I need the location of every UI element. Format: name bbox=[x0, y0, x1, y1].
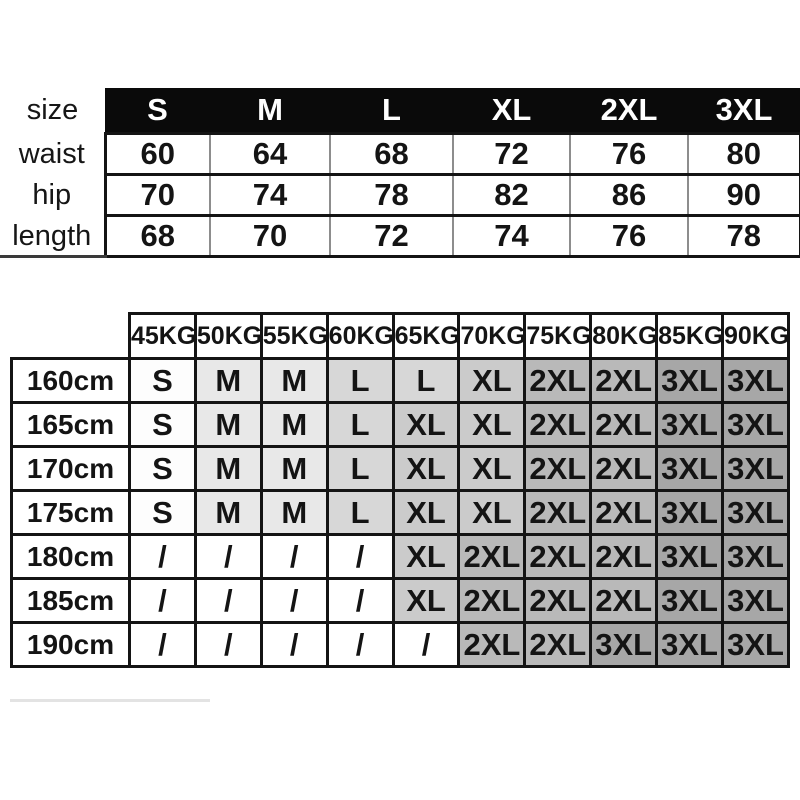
measurement-cell-length-XL: 74 bbox=[453, 216, 570, 257]
fit-cell-165cm-90KG: 3XL bbox=[723, 403, 789, 447]
fit-cell-190cm-85KG: 3XL bbox=[657, 623, 723, 667]
height-label-190cm: 190cm bbox=[12, 623, 130, 667]
height-label-175cm: 175cm bbox=[12, 491, 130, 535]
fit-cell-170cm-80KG: 2XL bbox=[591, 447, 657, 491]
fit-cell-175cm-55KG: M bbox=[261, 491, 327, 535]
weight-column-header-75KG: 75KG bbox=[525, 314, 591, 359]
measurement-cell-waist-3XL: 80 bbox=[688, 134, 800, 175]
measurement-cell-hip-3XL: 90 bbox=[688, 175, 800, 216]
fit-cell-180cm-75KG: 2XL bbox=[525, 535, 591, 579]
fit-cell-175cm-70KG: XL bbox=[459, 491, 525, 535]
size-column-header-L: L bbox=[330, 88, 453, 134]
height-label-180cm: 180cm bbox=[12, 535, 130, 579]
fit-row-190cm bbox=[12, 623, 789, 667]
fit-cell-175cm-50KG: M bbox=[195, 491, 261, 535]
fit-cell-185cm-45KG: / bbox=[130, 579, 196, 623]
measurement-cell-waist-XL: 72 bbox=[453, 134, 570, 175]
measurement-cell-waist-S: 60 bbox=[105, 134, 210, 175]
measurement-cell-hip-2XL: 86 bbox=[570, 175, 688, 216]
fit-cell-175cm-85KG: 3XL bbox=[657, 491, 723, 535]
fit-cell-175cm-75KG: 2XL bbox=[525, 491, 591, 535]
fit-cell-165cm-55KG: M bbox=[261, 403, 327, 447]
fit-cell-175cm-90KG: 3XL bbox=[723, 491, 789, 535]
fit-cell-160cm-60KG: L bbox=[327, 359, 393, 403]
measurement-cell-hip-XL: 82 bbox=[453, 175, 570, 216]
fit-cell-190cm-60KG: / bbox=[327, 623, 393, 667]
fit-cell-175cm-65KG: XL bbox=[393, 491, 459, 535]
fit-cell-190cm-70KG: 2XL bbox=[459, 623, 525, 667]
fit-cell-180cm-80KG: 2XL bbox=[591, 535, 657, 579]
fit-cell-160cm-55KG: M bbox=[261, 359, 327, 403]
height-weight-fit-table bbox=[10, 312, 790, 668]
weight-column-header-55KG: 55KG bbox=[261, 314, 327, 359]
height-label-165cm: 165cm bbox=[12, 403, 130, 447]
fit-cell-160cm-45KG: S bbox=[130, 359, 196, 403]
fit-cell-190cm-90KG: 3XL bbox=[723, 623, 789, 667]
weight-column-header-85KG: 85KG bbox=[657, 314, 723, 359]
fit-table-corner-blank bbox=[12, 314, 130, 359]
weight-header-row bbox=[12, 314, 789, 359]
measurement-cell-waist-M: 64 bbox=[210, 134, 330, 175]
weight-column-header-90KG: 90KG bbox=[723, 314, 789, 359]
fit-cell-165cm-70KG: XL bbox=[459, 403, 525, 447]
fit-cell-175cm-80KG: 2XL bbox=[591, 491, 657, 535]
weight-column-header-65KG: 65KG bbox=[393, 314, 459, 359]
fit-cell-160cm-70KG: XL bbox=[459, 359, 525, 403]
label-column-underline bbox=[0, 255, 107, 258]
fit-cell-185cm-75KG: 2XL bbox=[525, 579, 591, 623]
fit-cell-170cm-55KG: M bbox=[261, 447, 327, 491]
fit-cell-170cm-85KG: 3XL bbox=[657, 447, 723, 491]
fit-cell-185cm-80KG: 2XL bbox=[591, 579, 657, 623]
fit-cell-185cm-85KG: 3XL bbox=[657, 579, 723, 623]
fit-cell-180cm-50KG: / bbox=[195, 535, 261, 579]
fit-cell-170cm-45KG: S bbox=[130, 447, 196, 491]
fit-cell-160cm-65KG: L bbox=[393, 359, 459, 403]
weight-column-header-70KG: 70KG bbox=[459, 314, 525, 359]
fit-cell-170cm-50KG: M bbox=[195, 447, 261, 491]
fit-cell-160cm-75KG: 2XL bbox=[525, 359, 591, 403]
fit-cell-165cm-75KG: 2XL bbox=[525, 403, 591, 447]
fit-cell-165cm-45KG: S bbox=[130, 403, 196, 447]
fit-cell-170cm-90KG: 3XL bbox=[723, 447, 789, 491]
measurement-table bbox=[0, 88, 800, 258]
fit-cell-160cm-90KG: 3XL bbox=[723, 359, 789, 403]
weight-column-header-50KG: 50KG bbox=[195, 314, 261, 359]
fit-cell-165cm-60KG: L bbox=[327, 403, 393, 447]
fit-row-180cm bbox=[12, 535, 789, 579]
measurement-header-row bbox=[0, 88, 800, 134]
measurement-cell-waist-L: 68 bbox=[330, 134, 453, 175]
fit-table-shadow-line bbox=[10, 699, 210, 702]
fit-cell-180cm-85KG: 3XL bbox=[657, 535, 723, 579]
fit-cell-170cm-70KG: XL bbox=[459, 447, 525, 491]
fit-cell-185cm-55KG: / bbox=[261, 579, 327, 623]
fit-cell-175cm-45KG: S bbox=[130, 491, 196, 535]
fit-cell-160cm-50KG: M bbox=[195, 359, 261, 403]
fit-cell-180cm-90KG: 3XL bbox=[723, 535, 789, 579]
fit-cell-170cm-65KG: XL bbox=[393, 447, 459, 491]
row-label-length: length bbox=[0, 216, 105, 257]
measurement-cell-hip-M: 74 bbox=[210, 175, 330, 216]
fit-cell-180cm-60KG: / bbox=[327, 535, 393, 579]
corner-label-size: size bbox=[0, 88, 105, 134]
fit-cell-170cm-60KG: L bbox=[327, 447, 393, 491]
measurement-row-length bbox=[0, 216, 800, 257]
fit-cell-190cm-80KG: 3XL bbox=[591, 623, 657, 667]
size-column-header-XL: XL bbox=[453, 88, 570, 134]
measurement-cell-hip-S: 70 bbox=[105, 175, 210, 216]
fit-cell-185cm-70KG: 2XL bbox=[459, 579, 525, 623]
fit-cell-180cm-65KG: XL bbox=[393, 535, 459, 579]
fit-cell-180cm-70KG: 2XL bbox=[459, 535, 525, 579]
row-label-hip: hip bbox=[0, 175, 105, 216]
size-column-header-3XL: 3XL bbox=[688, 88, 800, 134]
fit-cell-180cm-45KG: / bbox=[130, 535, 196, 579]
fit-row-175cm bbox=[12, 491, 789, 535]
weight-column-header-45KG: 45KG bbox=[130, 314, 196, 359]
fit-cell-190cm-55KG: / bbox=[261, 623, 327, 667]
height-label-160cm: 160cm bbox=[12, 359, 130, 403]
size-column-header-2XL: 2XL bbox=[570, 88, 688, 134]
fit-cell-165cm-65KG: XL bbox=[393, 403, 459, 447]
fit-row-170cm bbox=[12, 447, 789, 491]
weight-column-header-60KG: 60KG bbox=[327, 314, 393, 359]
fit-cell-180cm-55KG: / bbox=[261, 535, 327, 579]
fit-cell-190cm-45KG: / bbox=[130, 623, 196, 667]
fit-cell-185cm-60KG: / bbox=[327, 579, 393, 623]
fit-cell-190cm-50KG: / bbox=[195, 623, 261, 667]
fit-cell-185cm-50KG: / bbox=[195, 579, 261, 623]
height-label-170cm: 170cm bbox=[12, 447, 130, 491]
size-column-header-S: S bbox=[105, 88, 210, 134]
measurement-cell-waist-2XL: 76 bbox=[570, 134, 688, 175]
measurement-cell-length-3XL: 78 bbox=[688, 216, 800, 257]
fit-cell-170cm-75KG: 2XL bbox=[525, 447, 591, 491]
fit-cell-165cm-85KG: 3XL bbox=[657, 403, 723, 447]
fit-cell-165cm-50KG: M bbox=[195, 403, 261, 447]
fit-cell-190cm-65KG: / bbox=[393, 623, 459, 667]
fit-row-160cm bbox=[12, 359, 789, 403]
fit-cell-175cm-60KG: L bbox=[327, 491, 393, 535]
height-label-185cm: 185cm bbox=[12, 579, 130, 623]
fit-row-165cm bbox=[12, 403, 789, 447]
fit-cell-185cm-90KG: 3XL bbox=[723, 579, 789, 623]
measurement-cell-hip-L: 78 bbox=[330, 175, 453, 216]
size-column-header-M: M bbox=[210, 88, 330, 134]
measurement-cell-length-L: 72 bbox=[330, 216, 453, 257]
measurement-row-waist bbox=[0, 134, 800, 175]
fit-cell-185cm-65KG: XL bbox=[393, 579, 459, 623]
measurement-cell-length-S: 68 bbox=[105, 216, 210, 257]
fit-cell-160cm-80KG: 2XL bbox=[591, 359, 657, 403]
measurement-row-hip bbox=[0, 175, 800, 216]
fit-cell-160cm-85KG: 3XL bbox=[657, 359, 723, 403]
fit-row-185cm bbox=[12, 579, 789, 623]
measurement-cell-length-M: 70 bbox=[210, 216, 330, 257]
fit-cell-190cm-75KG: 2XL bbox=[525, 623, 591, 667]
measurement-cell-length-2XL: 76 bbox=[570, 216, 688, 257]
row-label-waist: waist bbox=[0, 134, 105, 175]
fit-cell-165cm-80KG: 2XL bbox=[591, 403, 657, 447]
weight-column-header-80KG: 80KG bbox=[591, 314, 657, 359]
